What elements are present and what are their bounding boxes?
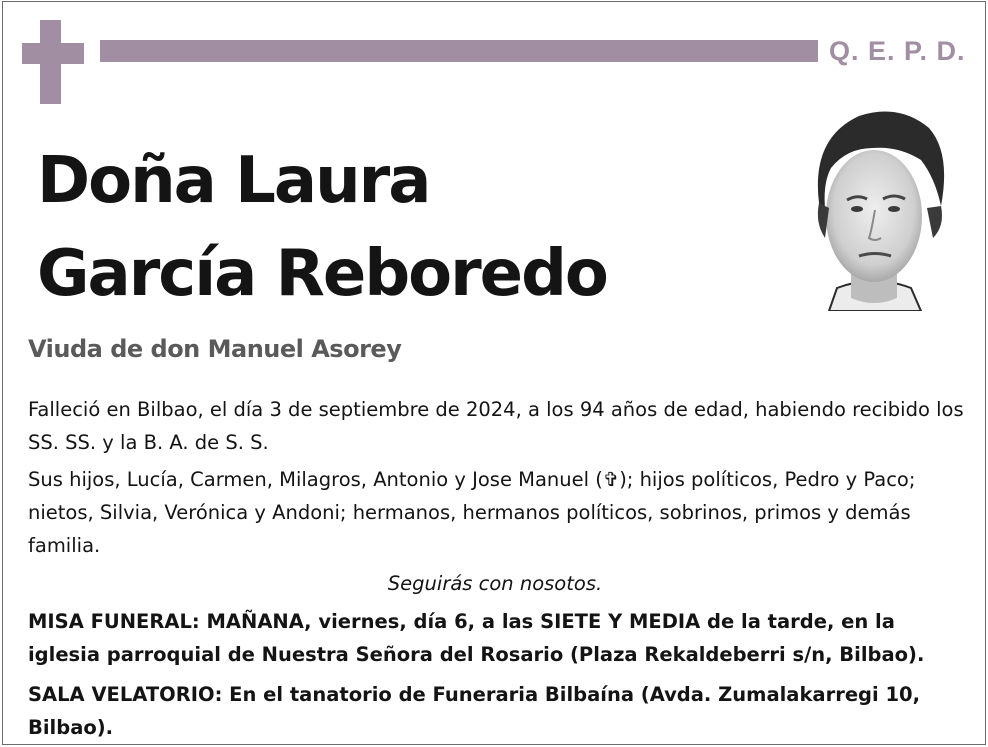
deceased-name-line1: Doña Laura xyxy=(37,144,430,218)
cross-horizontal-bar xyxy=(22,43,84,64)
deceased-name-line2: García Reboredo xyxy=(37,237,607,311)
portrait-photo xyxy=(789,98,959,311)
wake-room-info: SALA VELATORIO: En el tanatorio de Funeraria Bilbaína (Avda. Zumalakarregi 10, Bilbao). xyxy=(28,683,921,739)
obituary-card xyxy=(2,1,986,745)
epitaph: Seguirás con nosotos. xyxy=(387,572,603,595)
qepd-label: Q. E. P. D. xyxy=(829,36,966,66)
widow-of-subtitle: Viuda de don Manuel Asorey xyxy=(28,335,402,363)
funeral-mass-info: MISA FUNERAL: MAÑANA, viernes, día 6, a las SIETE Y MEDIA de la tarde, en la iglesia parroquial de Nuestra Señora del Rosario (Plaza Rekaldeberri s/n, Bilbao). xyxy=(28,610,925,666)
family-members: Sus hijos, Lucía, Carmen, Milagros, Antonio y Jose Manuel (✞); hijos políticos, Pedro y Paco; nietos, Silvia, Verónica y Andoni; hermanos, hermanos políticos, sobrinos, primos y demás familia. xyxy=(28,468,916,557)
header-rule xyxy=(100,40,818,62)
deceased-name xyxy=(37,135,607,321)
death-notice: Falleció en Bilbao, el día 3 de septiembre de 2024, a los 94 años de edad, habiendo recibido los SS. SS. y la B. A. de S. S. xyxy=(28,398,964,454)
